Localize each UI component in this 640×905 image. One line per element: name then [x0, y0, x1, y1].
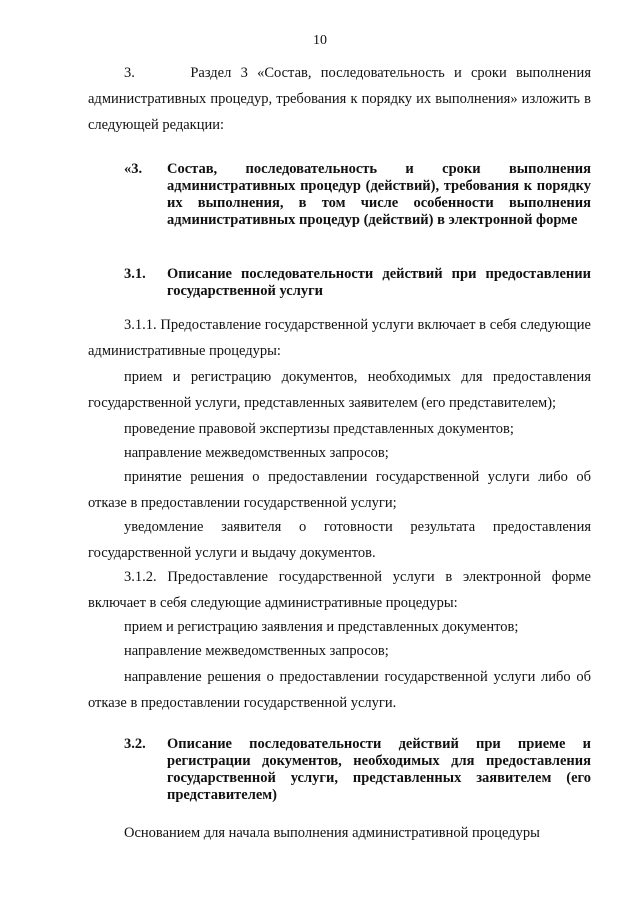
list-item: направление межведомственных запросов;	[124, 445, 389, 461]
paragraph-3-1-1: 3.1.1. Предоставление государственной услуги включает в себя следующие административные процедуры:	[88, 317, 591, 359]
list-item: прием и регистрацию документов, необходимых для предоставления государственной услуги, представленных заявителем (его представителем);	[88, 369, 591, 411]
heading-text: Описание последовательности действий при приеме и регистрации документов, необходимых для предоставления государственной услуги, представленных заявителем (его представителем)	[167, 736, 591, 803]
heading-number: «3.	[124, 161, 143, 177]
paragraph-section-3-amendment: 3. Раздел 3 «Состав, последовательность и сроки выполнения административных процедур, требования к порядку их выполнения» изложить в следующей редакции:	[88, 65, 591, 133]
list-item: прием и регистрацию заявления и представленных документов;	[124, 619, 519, 635]
heading-number: 3.2.	[124, 736, 146, 752]
heading-section-3-1	[124, 266, 591, 300]
list-item: направление межведомственных запросов;	[124, 643, 389, 659]
heading-text: Состав, последовательность и сроки выполнения административных процедур (действий), требования к порядку их выполнения, в том числе особенности выполнения административных процедур (действий) в электронной форме	[167, 161, 591, 228]
list-item: направление решения о предоставлении государственной услуги либо об отказе в предоставлении государственной услуги.	[88, 669, 591, 711]
heading-section-3-2	[124, 736, 591, 804]
paragraph-3-1-2: 3.1.2. Предоставление государственной услуги в электронной форме включает в себя следующие административные процедуры:	[88, 569, 591, 611]
page-number: 10	[313, 33, 327, 48]
heading-section-3	[124, 161, 591, 229]
list-item: принятие решения о предоставлении государственной услуги либо об отказе в предоставлении государственной услуги;	[88, 469, 591, 511]
paragraph-last: Основанием для начала выполнения административной процедуры	[124, 825, 540, 841]
list-item: проведение правовой экспертизы представленных документов;	[124, 421, 514, 437]
heading-number: 3.1.	[124, 266, 146, 282]
list-item: уведомление заявителя о готовности результата предоставления государственной услуги и выдачу документов.	[88, 519, 591, 561]
heading-text: Описание последовательности действий при предоставлении государственной услуги	[167, 266, 591, 299]
